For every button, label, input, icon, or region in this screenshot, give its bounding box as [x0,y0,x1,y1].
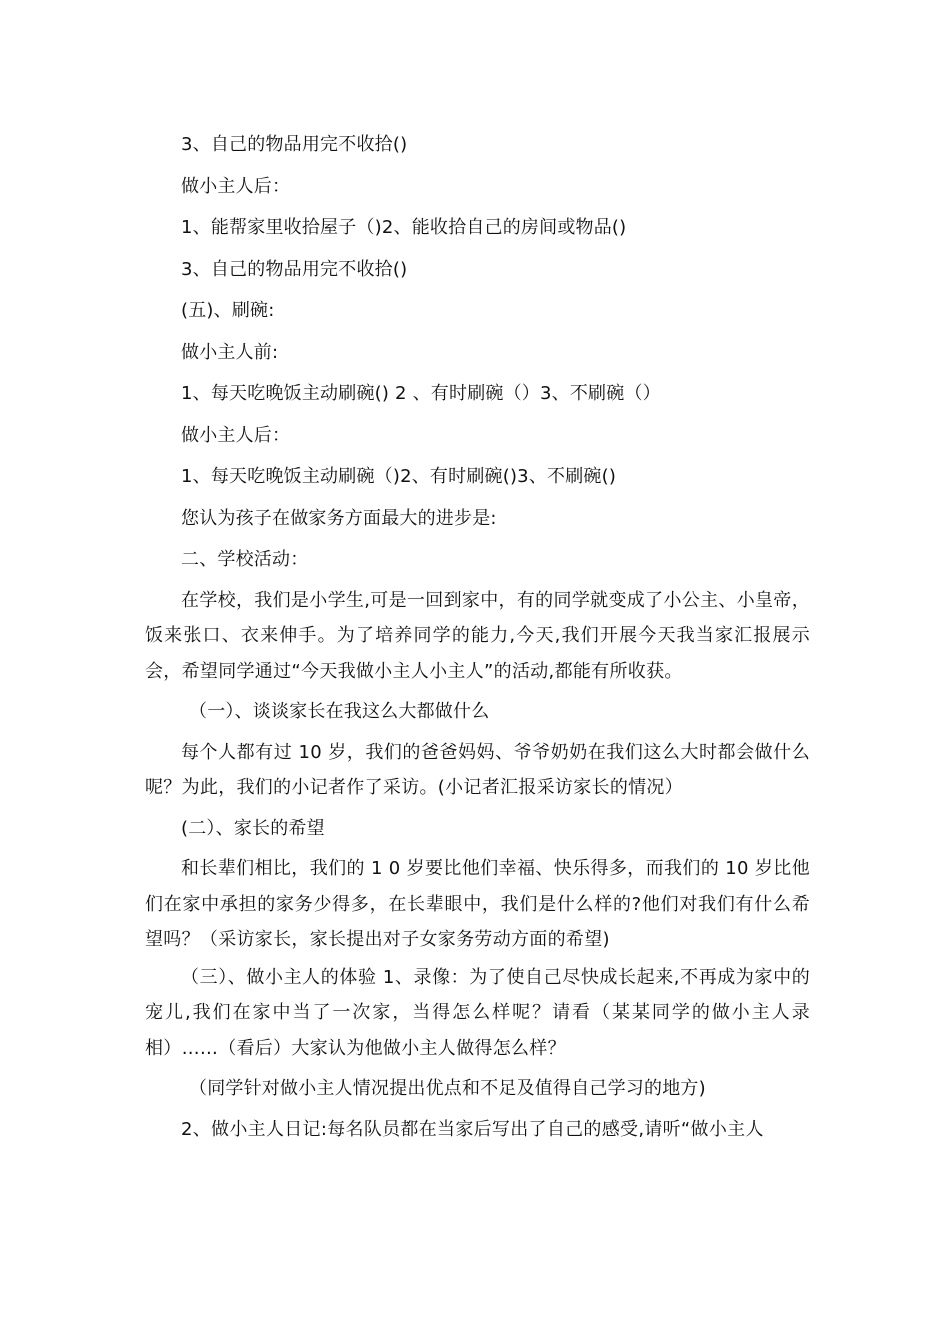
section-heading: 二、学校活动： [181,549,309,570]
text-line: 做小主人后： [181,175,291,197]
subsection-heading: （同学针对做小主人情况提出优点和不足及值得自己学习的地方) [189,1078,706,1099]
paragraph: 2、做小主人日记:每名队员都在当家后写出了自己的感受,请听“做小主人 [181,1118,764,1140]
paragraph: 每个人都有过 10 岁，我们的爸爸妈妈、爷爷奶奶在我们这么大时都会做什么呢？为此，我们的小记者作了采访。(小记者汇报采访家长的情况） [145,741,810,798]
subsection-heading: （一）、谈谈家长在我这么大都做什么 [189,701,490,722]
section-heading: (五)、刷碗: [181,300,275,321]
text-line: 您认为孩子在做家务方面最大的进步是: [181,507,497,529]
text-line: 1、每天吃晚饭主动刷碗() 2 、有时刷碗（）3、不刷碗（） [181,383,661,404]
paragraph: 在学校，我们是小学生,可是一回到家中，有的同学就变成了小公主、小皇帝，饭来张口、衣来伸手。为了培养同学的能力,今天,我们开展今天我当家汇报展示会，希望同学通过“今天我做小主人小主人”的活动,都能有所收获。 [145,589,810,682]
document-body [145,124,810,1149]
paragraph: 和长辈们相比，我们的 1 0 岁要比他们幸福、快乐得多，而我们的 10 岁比他们在家中承担的家务少得多，在长辈眼中，我们是什么样的?他们对我们有什么希望吗？（采访家长，家长提出对子女家务劳动方面的希望) [145,858,810,950]
text-line: 3、自己的物品用完不收拾() [181,134,408,155]
text-line: 1、能帮家里收拾屋子（)2、能收拾自己的房间或物品() [181,217,627,238]
text-line: 做小主人后： [181,424,291,446]
paragraph: （三）、做小主人的体验 1、录像：为了使自己尽快成长起来,不再成为家中的宠儿,我们在家中当了一次家，当得怎么样呢？请看（某某同学的做小主人录相）……（看后）大家认为他做小主人做得怎么样？ [145,966,810,1059]
text-line: 做小主人前: [181,341,279,363]
text-line: 1、每天吃晚饭主动刷碗（)2、有时刷碗()3、不刷碗() [181,466,617,487]
text-line: 3、自己的物品用完不收拾() [181,258,408,280]
subsection-heading: (二）、家长的希望 [181,817,325,839]
